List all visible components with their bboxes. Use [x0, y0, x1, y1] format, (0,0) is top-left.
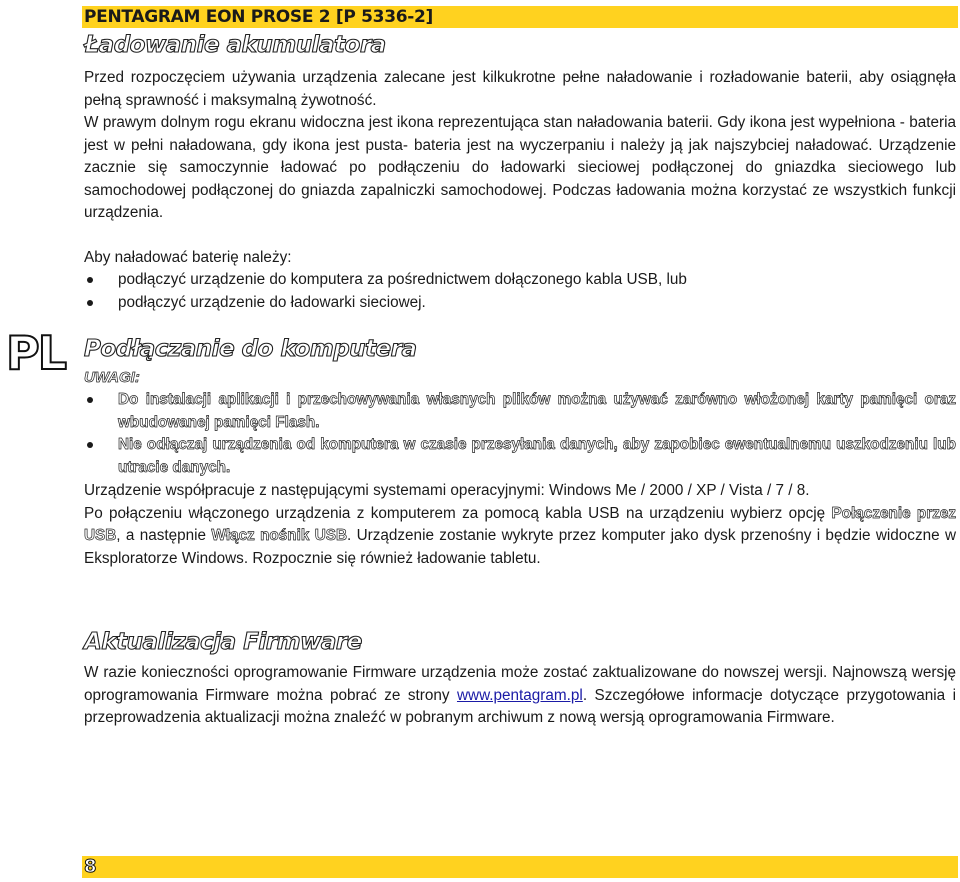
- text-segment: W razie konieczności oprogramowanie Firmware urządzenia może zostać zaktualizowane do nowszej wersji. Najnowszą wersję oprogramowania Firmware można pobrać ze strony: [84, 664, 956, 704]
- notes-label: UWAGI:: [84, 369, 140, 386]
- header-bar: [82, 6, 958, 28]
- charging-paragraph-2: W prawym dolnym rogu ekranu widoczna jest ikona reprezentująca stan naładowania baterii. Gdy ikona jest wypełniona - bateria jest w pełni naładowana, gdy ikona jest pusta- bateria jest na wyczerpaniu i należy ją jak najszybciej naładować. Urządzenie zacznie się samoczynnie ładować po podłączeniu do ładowarki sieciowej podłączonej do gniazdka sieciowego lub samochodowej podłączonej do gniazda zapalniczki samochodowej. Podczas ładowania można korzystać ze wszystkich funkcji urządzenia.: [84, 114, 956, 221]
- section-title-firmware: Aktualizacja Firmware: [84, 629, 362, 655]
- pentagram-website-link[interactable]: www.pentagram.pl: [456, 686, 583, 704]
- charging-list: [84, 269, 956, 314]
- charging-paragraph-1: Przed rozpoczęciem używania urządzenia zalecane jest kilkukrotne pełne naładowanie i rozładowanie baterii, aby osiągnęła pełną sprawność i maksymalną żywotność.: [84, 69, 956, 109]
- computer-paragraph-1: Urządzenie współpracuje z następującymi systemami operacyjnymi: Windows Me / 2000 / XP / Vista / 7 / 8.: [84, 482, 810, 499]
- text-segment: , a następnie: [116, 527, 212, 544]
- page-content: [84, 31, 956, 730]
- section-title-charging: Ładowanie akumulatora: [84, 32, 386, 58]
- note-item: Do instalacji aplikacji i przechowywania własnych plików można używać zarówno włożonej karty pamięci oraz wbudowanej pamięci Flash.: [84, 389, 956, 434]
- charging-paragraph-3: Aby naładować baterię należy:: [84, 248, 292, 266]
- page-number: 8: [84, 856, 97, 877]
- footer-bar: [82, 856, 958, 878]
- section-title-computer: Podłączanie do komputera: [84, 336, 417, 362]
- language-label: PL: [6, 326, 66, 380]
- note-item: Nie odłączaj urządzenia od komputera w czasie przesyłania danych, aby zapobiec ewentualnemu uszkodzeniu lub utracie danych.: [84, 434, 956, 479]
- document-title: PENTAGRAM EON PROSE 2 [P 5336-2]: [84, 7, 434, 27]
- option-enable-usb-storage: Włącz nośnik USB: [211, 527, 348, 544]
- computer-paragraph-2: [84, 503, 956, 571]
- list-item: podłączyć urządzenie do komputera za pośrednictwem dołączonego kabla USB, lub: [84, 269, 956, 292]
- option-usb-connection: Połączenie przez USB: [84, 504, 957, 544]
- firmware-paragraph: [84, 662, 956, 730]
- spacer: [84, 225, 956, 247]
- text-segment: . Urządzenie zostanie wykryte przez komputer jako dysk przenośny i będzie widoczne w Eksploratorze Windows. Rozpocznie się również ładowanie tabletu.: [84, 527, 956, 567]
- notes-list: [84, 389, 956, 479]
- text-segment: . Szczegółowe informacje dotyczące przygotowania i przeprowadzenia aktualizacji można znaleźć w pobranym archiwum z nową wersją oprogramowania Firmware.: [84, 686, 956, 726]
- text-segment: Po połączeniu włączonego urządzenia z komputerem za pomocą kabla USB na urządzeniu wybierz opcję: [84, 504, 832, 522]
- list-item: podłączyć urządzenie do ładowarki sieciowej.: [84, 292, 956, 315]
